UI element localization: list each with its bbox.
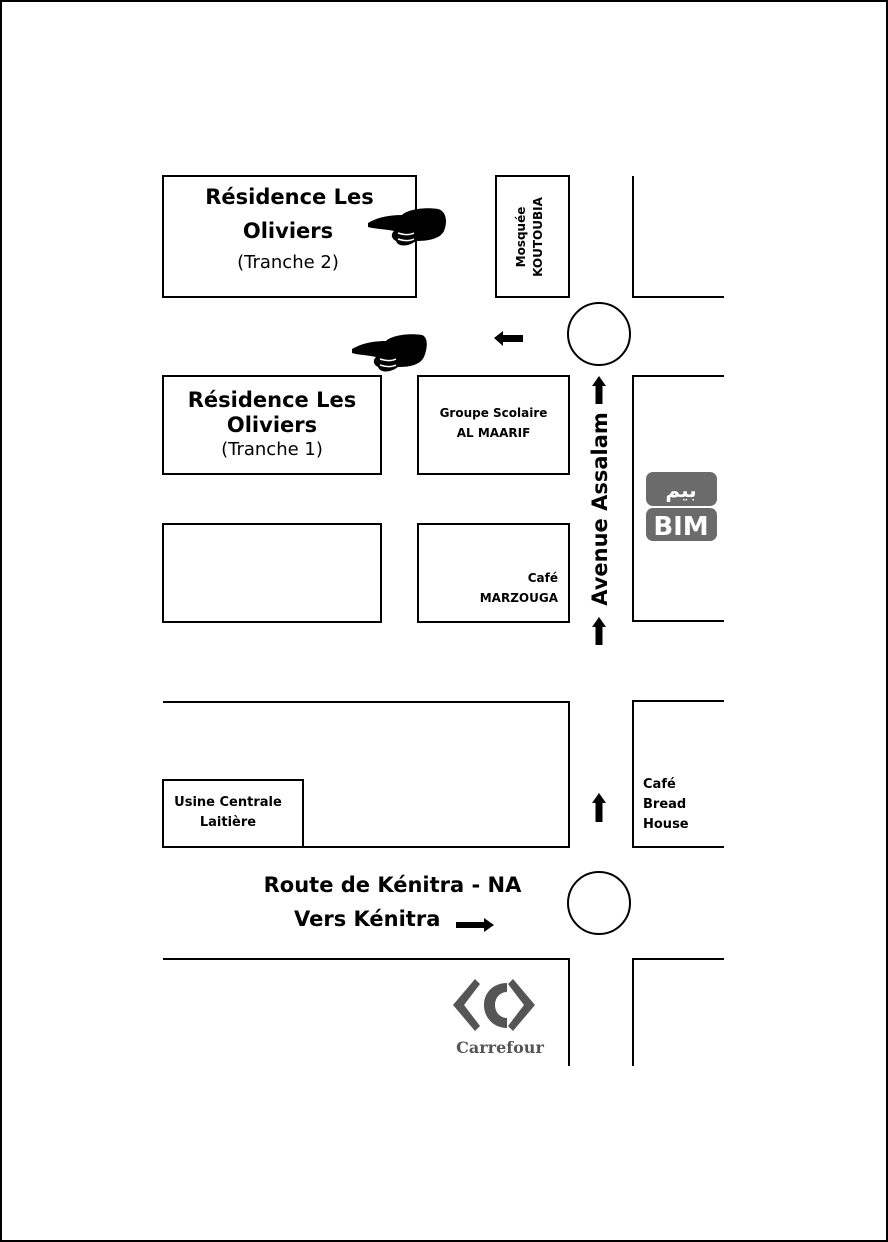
cafe-bread-line3: House (643, 817, 689, 832)
route-direction: Vers Kénitra (294, 907, 441, 931)
arrow-up-icon (592, 376, 606, 404)
dairy-name-line1: Usine Centrale (174, 795, 282, 810)
arrow-right-icon (456, 918, 494, 932)
block-dairy (163, 780, 303, 847)
route-name: Route de Kénitra - NA (263, 873, 522, 897)
block-empty (163, 524, 381, 622)
residence-tranche-1-subtitle: (Tranche 1) (221, 439, 323, 460)
residence-tranche-1-title-line2: Oliviers (226, 413, 318, 437)
residence-tranche-2-title-line2: Oliviers (242, 219, 334, 243)
direction-arrows (456, 331, 606, 932)
arrow-left-icon (494, 331, 523, 346)
carrefour-text: Carrefour (456, 1038, 544, 1057)
block-east-south (633, 959, 724, 1066)
roundabout-north (568, 303, 630, 365)
avenue-assalam-label: Avenue Assalam (588, 412, 612, 606)
mosque-name-line1: Mosquée (514, 206, 528, 268)
pointing-hand-icon (352, 334, 427, 371)
cafe-bread-line1: Café (643, 777, 676, 792)
residence-tranche-2-subtitle: (Tranche 2) (237, 252, 339, 273)
school-name-line2: AL MAARIF (456, 426, 531, 440)
bim-arabic-text: بيم (665, 478, 697, 502)
mosque-name-line2: KOUTOUBIA (531, 197, 545, 277)
residence-tranche-2-title-line1: Résidence Les (205, 185, 374, 209)
arrow-up-icon (592, 617, 606, 645)
bim-brand-text: BIM (653, 512, 709, 542)
cafe-marzouga-line2: MARZOUGA (479, 591, 558, 605)
roundabout-south (568, 872, 630, 934)
residence-tranche-1-title-line1: Résidence Les (187, 388, 357, 412)
block-east-north (633, 176, 724, 297)
cafe-bread-line2: Bread (643, 797, 687, 812)
carrefour-logo (453, 979, 544, 1057)
school-name-line1: Groupe Scolaire (439, 406, 548, 420)
dairy-name-line2: Laitière (199, 815, 257, 830)
bim-logo (646, 472, 717, 542)
arrow-up-icon (592, 793, 606, 822)
cafe-marzouga-line1: Café (527, 571, 558, 585)
block-school (418, 376, 569, 474)
